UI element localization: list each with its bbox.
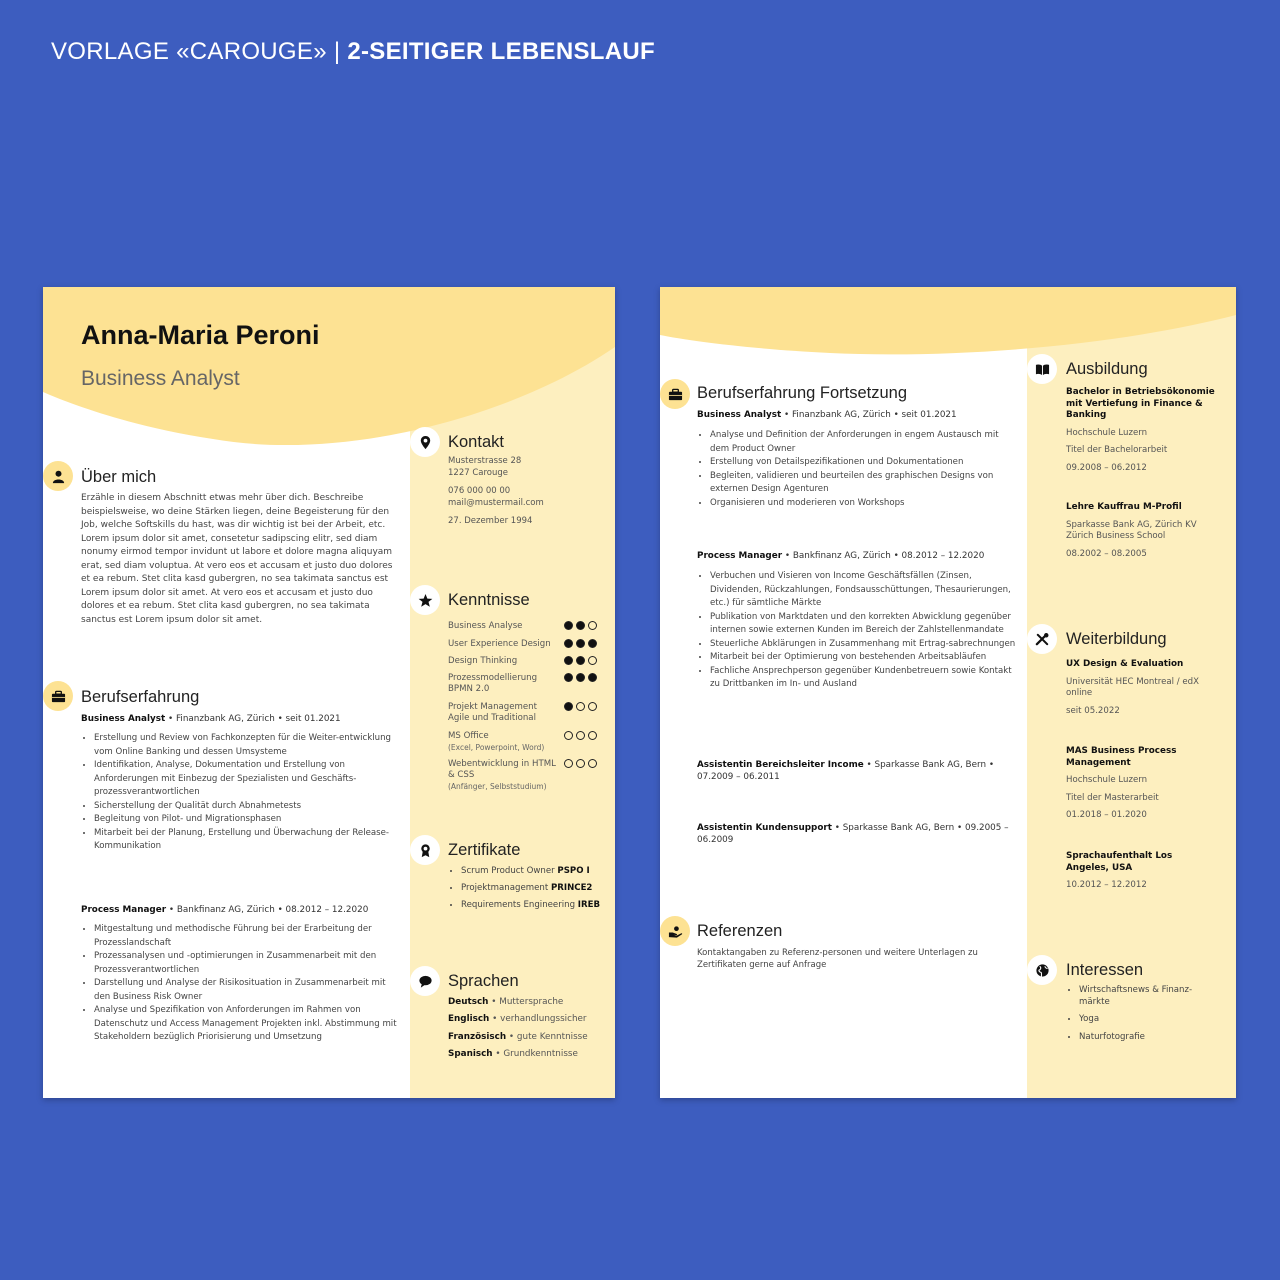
about-line: nonumy eirmod tempor invidunt ut labore et dolore magna aliquyam <box>81 547 393 557</box>
language-name: Englisch <box>448 1014 490 1024</box>
language-item <box>448 1014 587 1024</box>
bullet-item: • Erstellung von Detailspezifikationen und Dokumentationen <box>710 456 1016 470</box>
skill-name <box>448 673 560 695</box>
resume-page-1 <box>43 287 615 1098</box>
education-date: 09.2008 – 06.2012 <box>1066 462 1147 473</box>
interest-item: • Naturfotografie <box>1079 1032 1219 1044</box>
education-title: Bachelor in Betriebsökonomie mit Vertiefung in Finance & Banking <box>1066 387 1215 420</box>
skill-name <box>448 621 560 632</box>
skill-name <box>448 656 560 667</box>
job-details: • Sparkasse Bank AG, Bern • 09.2005 – <box>831 823 1009 833</box>
book-icon <box>1027 354 1057 384</box>
language-level: • gute Kenntnisse <box>506 1032 588 1042</box>
skill-level-dots <box>564 621 604 630</box>
banner-bold-text: 2-SEITIGER LEBENSLAUF <box>347 38 655 65</box>
skill-level-dots <box>564 639 604 648</box>
dot-filled <box>564 621 573 630</box>
bullet-item: • Erstellung und Review von Fachkonzepten für die Weiter-entwicklung vom Online Banking und dessen Umsysteme <box>94 732 394 759</box>
dot-empty <box>564 731 573 740</box>
bullet-item: • Fachliche Ansprechperson gegenüber Kundenbetreuern sowie Kontakt zu Drittbanken im In- und Ausland <box>710 665 1016 692</box>
bullet-item: • Prozessanalysen und -optimierungen in Zusammenarbeit mit den Prozessverantwortlichen <box>94 950 399 977</box>
award-icon <box>410 835 440 865</box>
references-line: Kontaktangaben zu Referenz-personen und weitere Unterlagen zu <box>697 948 978 958</box>
skill-name <box>448 731 560 754</box>
job-title: Business Analyst <box>697 410 782 420</box>
dot-filled <box>576 639 585 648</box>
job-title: Process Manager <box>81 905 167 915</box>
hand-icon <box>660 916 690 946</box>
certificate-item <box>461 865 615 877</box>
education-title: MAS Business Process Management <box>1066 746 1177 768</box>
bullet-item: • Publikation von Marktdaten und den korrekten Abwicklung gegenüber internen sowie externen Kunden im Bereich der Zahlstellenmandate <box>710 611 1016 638</box>
resume-page-2 <box>660 287 1236 1098</box>
skill-label: MS Office <box>448 731 489 741</box>
experience-heading: Berufserfahrung <box>81 688 200 706</box>
certificate-name: Scrum Product Owner <box>461 866 558 876</box>
job-details: • Finanzbank AG, Zürich • seit 01.2021 <box>781 410 957 420</box>
contact-birthdate: 27. Dezember 1994 <box>448 516 533 526</box>
job-title-line <box>697 410 957 420</box>
bullet-item: • Mitarbeit bei der Optimierung von bestehenden Arbeitsabläufen <box>710 651 1016 665</box>
bullet-item: • Organisieren und moderieren von Workshops <box>710 497 1016 511</box>
about-line: Lorem ipsum dolor sit amet. At vero eos et accusam et justo duo <box>81 587 373 598</box>
language-level: • verhandlungssicher <box>489 1014 587 1024</box>
references-line: Zertifikaten gerne auf Anfrage <box>697 960 827 970</box>
education-school: Universität HEC Montreal / edX online <box>1066 676 1200 698</box>
skill-label: Business Analyse <box>448 621 523 631</box>
certificate-item <box>461 899 615 911</box>
skill-name <box>448 702 560 724</box>
education-date: 01.2018 – 01.2020 <box>1066 810 1147 820</box>
language-name: Deutsch <box>448 997 489 1007</box>
further-education-heading: Weiterbildung <box>1066 630 1167 648</box>
certificate-code: IREB <box>577 900 601 910</box>
contact-street: Musterstrasse 28 <box>448 456 522 466</box>
job-details: • Sparkasse Bank AG, Bern • <box>863 760 995 770</box>
job-bullets <box>81 923 399 1045</box>
contact-city: 1227 Carouge <box>448 468 508 478</box>
job-title-line <box>81 905 368 915</box>
location-pin-icon <box>410 427 440 457</box>
education-note: Titel der Masterarbeit <box>1066 792 1159 803</box>
dot-empty <box>588 656 597 665</box>
dot-filled <box>576 656 585 665</box>
skill-label: Projekt Management Agile und Traditional <box>448 702 537 723</box>
language-name: Französisch <box>448 1032 507 1042</box>
about-line: Erzähle in diesem Abschnitt etwas mehr über dich. Beschreibe <box>81 493 364 503</box>
job-title-line <box>697 551 984 561</box>
contact-email: mail@mustermail.com <box>448 498 544 508</box>
interests-list <box>1066 985 1219 1049</box>
job-details: • Finanzbank AG, Zürich • seit 01.2021 <box>165 714 341 724</box>
references-heading: Referenzen <box>697 922 783 940</box>
tools-icon <box>1027 624 1057 654</box>
education-title: Lehre Kauffrau M-Profil <box>1066 502 1182 512</box>
about-line: Job, welche Softskills du hast, was dir wichtig ist bei der Arbeit, etc. <box>81 520 386 530</box>
skill-label: Design Thinking <box>448 656 518 666</box>
job-bullets <box>81 732 394 854</box>
dot-empty <box>588 621 597 630</box>
contact-block <box>448 455 598 527</box>
banner-light-text: VORLAGE «CAROUGE» | <box>51 38 348 65</box>
skill-level-dots <box>564 673 604 682</box>
language-level: • Muttersprache <box>488 997 564 1007</box>
skill-name <box>448 759 560 793</box>
banner-title <box>51 38 655 66</box>
bullet-item: • Mitarbeit bei der Planung, Erstellung und Überwachung der Release-Kommunikation <box>94 827 394 854</box>
about-line: et ea rebum. Stet clita kasd gubergren, no sea takimata sanctus est <box>81 574 389 584</box>
dot-filled <box>564 656 573 665</box>
certificate-code: PRINCE2 <box>550 883 593 893</box>
education-title: UX Design & Evaluation <box>1066 659 1184 669</box>
about-text <box>81 492 401 627</box>
dot-empty <box>576 731 585 740</box>
dot-empty <box>588 759 597 768</box>
dot-filled <box>588 673 597 682</box>
header-wave <box>660 287 1236 367</box>
skills-heading: Kenntnisse <box>448 591 530 609</box>
bullet-item: • Sicherstellung der Qualität durch Abnahmetests <box>94 800 394 814</box>
certificate-name: Requirements Engineering <box>461 900 578 910</box>
certificate-name: Projektmanagement <box>461 883 551 893</box>
education-date: seit 05.2022 <box>1066 705 1120 716</box>
education-school: Hochschule Luzern <box>1066 775 1148 785</box>
dot-empty <box>588 731 597 740</box>
contact-heading: Kontakt <box>448 433 504 451</box>
dot-filled <box>576 621 585 630</box>
job-title: Assistentin Kundensupport <box>697 823 832 833</box>
interest-item: • Yoga <box>1079 1014 1219 1026</box>
bullet-item: • Begleiten, validieren und beurteilen des graphischen Designs von externen Design Agenturen <box>710 470 1016 497</box>
language-name: Spanisch <box>448 1049 493 1059</box>
interest-item: • Wirtschaftsnews & Finanz-märkte <box>1079 985 1219 1008</box>
dot-empty <box>564 759 573 768</box>
star-icon <box>410 585 440 615</box>
about-line: erat, sed diam voluptua. At vero eos et accusam et justo duo dolores <box>81 560 393 571</box>
education-school: Hochschule Luzern <box>1066 427 1148 438</box>
language-item <box>448 997 563 1007</box>
education-date: 08.2002 – 08.2005 <box>1066 548 1147 559</box>
bullet-item: • Steuerliche Abklärungen in Zusammenhang mit Ertrag-sabrechnungen <box>710 638 1016 652</box>
references-text <box>697 947 1007 971</box>
job-bullets <box>697 570 1016 692</box>
skill-level-dots <box>564 731 604 740</box>
language-level: • Grundkenntnisse <box>492 1049 578 1059</box>
job-title: Process Manager <box>697 551 783 561</box>
skill-level-dots <box>564 702 604 711</box>
certificates-list <box>448 865 615 916</box>
education-note: Titel der Bachelorarbeit <box>1066 445 1168 455</box>
job-title-line <box>697 760 994 783</box>
job-dates: 07.2009 – 06.2011 <box>697 771 780 782</box>
certificate-item <box>461 882 615 894</box>
education-title: Sprachaufenthalt Los Angeles, USA <box>1066 851 1173 873</box>
job-dates: 06.2009 <box>697 834 734 845</box>
education-date: 10.2012 – 12.2012 <box>1066 880 1147 890</box>
job-title-line <box>81 714 341 724</box>
bullet-item: • Analyse und Spezifikation von Anforderungen im Rahmen von Datenschutz und Access Management Projekten inkl. Abstimmung mit Stakeholdern bezüglich Priorisierung und Umsetzung <box>94 1004 399 1045</box>
skill-sub: (Excel, Powerpoint, Word) <box>448 743 545 752</box>
dot-filled <box>564 673 573 682</box>
about-line: sanctus est Lorem ipsum dolor sit amet. <box>81 614 263 625</box>
bullet-item: • Analyse und Definition der Anforderungen in engem Austausch mit dem Product Owner <box>710 429 1016 456</box>
bullet-item: • Begleitung von Pilot- und Migrationsphasen <box>94 813 394 827</box>
bullet-item: • Darstellung und Analyse der Risikosituation in Zusammenarbeit mit den Business Risk Owner <box>94 977 399 1004</box>
interests-heading: Interessen <box>1066 961 1144 979</box>
briefcase-icon <box>660 379 690 409</box>
about-heading: Über mich <box>81 468 157 486</box>
dot-filled <box>588 639 597 648</box>
certificate-code: PSPO I <box>557 866 590 876</box>
dot-filled <box>576 673 585 682</box>
skill-sub: (Anfänger, Selbststudium) <box>448 782 547 791</box>
job-title-line <box>697 823 1009 846</box>
skill-label: Webentwicklung in HTML & CSS <box>448 759 556 780</box>
education-school: Sparkasse Bank AG, Zürich KV Zürich Business School <box>1066 519 1197 541</box>
dot-filled <box>564 639 573 648</box>
dot-empty <box>576 759 585 768</box>
about-line: beispielsweise, wo deine Stärken liegen, deine Begeisterung für den <box>81 506 390 517</box>
language-item <box>448 1032 588 1042</box>
about-line: dolores et ea rebum. Stet clita kasd gubergren, no sea takimata <box>81 601 370 611</box>
certificates-heading: Zertifikate <box>448 841 521 859</box>
person-icon <box>43 461 73 491</box>
about-line: Lorem ipsum dolor sit amet, consetetur sadipscing elitr, sed diam <box>81 533 378 544</box>
experience-cont-heading: Berufserfahrung Fortsetzung <box>697 384 908 402</box>
language-item <box>448 1049 578 1059</box>
person-name: Anna-Maria Peroni <box>81 320 320 350</box>
job-details: • Bankfinanz AG, Zürich • 08.2012 – 12.2020 <box>166 905 369 915</box>
skill-label: User Experience Design <box>448 639 551 649</box>
bullet-item: • Identifikation, Analyse, Dokumentation und Erstellung von Anforderungen mit Einbezug der Spezialisten und Geschäfts-prozessverantwortlichen <box>94 759 394 800</box>
skill-name <box>448 639 560 650</box>
speech-bubble-icon <box>410 966 440 996</box>
dot-empty <box>588 702 597 711</box>
dot-filled <box>564 702 573 711</box>
job-title: Business Analyst <box>81 714 166 724</box>
job-bullets <box>697 429 1016 510</box>
briefcase-icon <box>43 681 73 711</box>
skill-level-dots <box>564 656 604 665</box>
globe-icon <box>1027 955 1057 985</box>
job-title: Assistentin Bereichsleiter Income <box>697 760 864 770</box>
education-heading: Ausbildung <box>1066 360 1148 378</box>
skill-label: Prozessmodellierung BPMN 2.0 <box>448 673 538 694</box>
bullet-item: • Verbuchen und Visieren von Income Geschäftsfällen (Zinsen, Dividenden, Rückzahlungen, Fondsausschüttungen, Thesaurierungen, etc.) für sämtliche Märkte <box>710 570 1016 611</box>
job-details: • Bankfinanz AG, Zürich • 08.2012 – 12.2020 <box>782 551 985 561</box>
contact-phone: 076 000 00 00 <box>448 486 511 496</box>
languages-heading: Sprachen <box>448 972 519 990</box>
skill-level-dots <box>564 759 604 768</box>
person-role: Business Analyst <box>81 367 240 390</box>
dot-empty <box>576 702 585 711</box>
bullet-item: • Mitgestaltung und methodische Führung bei der Erarbeitung der Prozesslandschaft <box>94 923 399 950</box>
